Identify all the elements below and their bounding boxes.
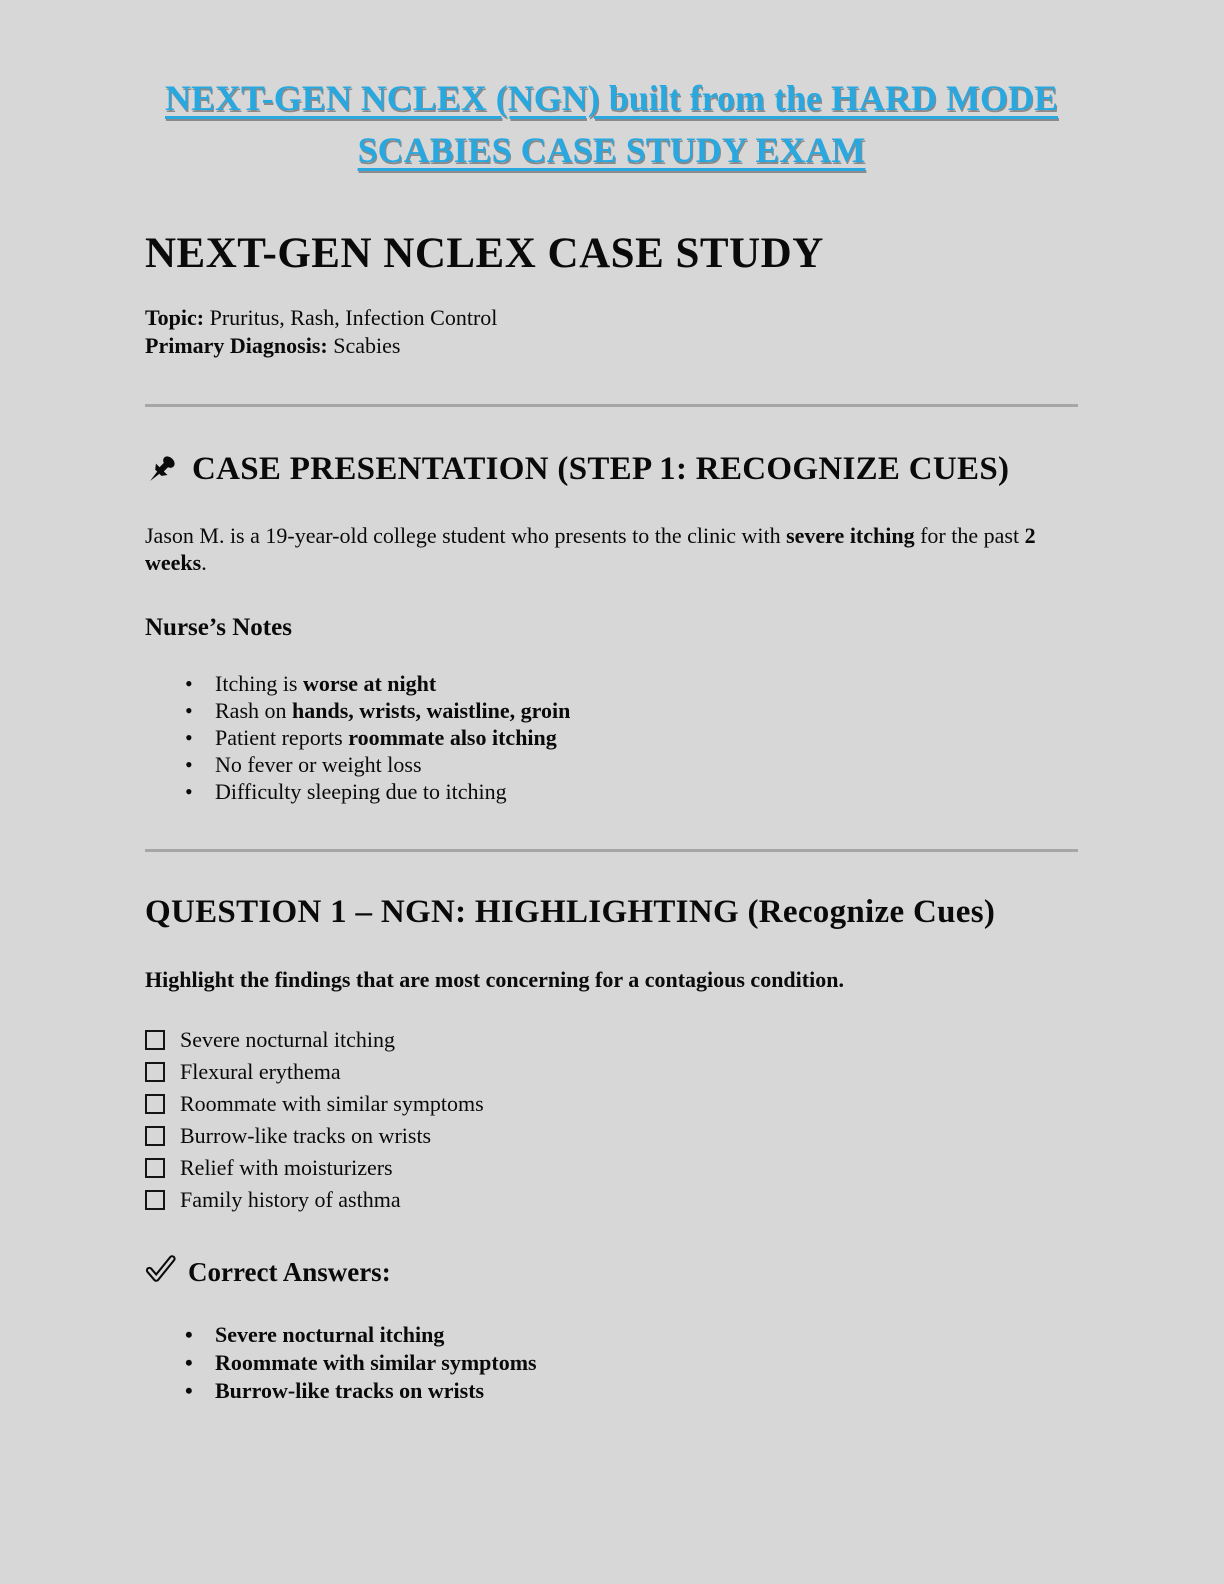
checkbox-icon[interactable] (145, 1158, 165, 1178)
highlight-option-label: Family history of asthma (180, 1187, 401, 1213)
correct-answer-text: Burrow-like tracks on wrists (215, 1378, 485, 1404)
highlight-option-row[interactable] (145, 1123, 1078, 1149)
note-text: No fever or weight loss (215, 752, 422, 778)
diagnosis-label: Primary Diagnosis: (145, 333, 328, 359)
topic-line (145, 304, 1078, 332)
check-outline-icon (145, 1253, 176, 1291)
correct-answer-item (145, 1321, 1078, 1349)
nurses-note-item (145, 751, 1078, 778)
highlight-option-label: Relief with moisturizers (180, 1155, 393, 1181)
checkbox-icon[interactable] (145, 1190, 165, 1210)
highlight-option-row[interactable] (145, 1027, 1078, 1053)
case-presentation-heading (145, 451, 1078, 488)
highlight-options-list (145, 1027, 1078, 1213)
intro-text: Jason M. is a 19-year-old college student who presents to the clinic with (145, 523, 787, 549)
checkbox-icon[interactable] (145, 1126, 165, 1146)
page-title: NEXT-GEN NCLEX CASE STUDY (145, 230, 824, 277)
case-intro-paragraph (145, 522, 1078, 576)
highlight-option-label: Roommate with similar symptoms (180, 1091, 484, 1117)
section-divider (145, 404, 1078, 407)
correct-answers-list (145, 1321, 1078, 1405)
note-text: Patient reports (215, 725, 349, 751)
intro-bold-severe-itching: severe itching (786, 523, 915, 549)
diagnosis-value: Scabies (327, 333, 401, 359)
note-text: Itching is (215, 671, 303, 697)
document-link-title-line2[interactable]: SCABIES CASE STUDY EXAM (357, 130, 866, 170)
note-bold-text: worse at night (303, 671, 437, 697)
highlight-option-row[interactable] (145, 1155, 1078, 1181)
correct-answers-heading-text: Correct Answers: (188, 1256, 391, 1287)
document-link-title-line1[interactable]: NEXT-GEN NCLEX (NGN) built from the HARD MODE (164, 78, 1059, 118)
nurses-note-item (145, 697, 1078, 724)
note-bold-text: hands, wrists, waistline, groin (292, 698, 571, 724)
intro-bold-2-weeks: 2 weeks (145, 523, 1036, 576)
correct-answer-text: Severe nocturnal itching (215, 1322, 445, 1348)
highlight-option-label: Severe nocturnal itching (180, 1027, 396, 1053)
highlight-option-row[interactable] (145, 1059, 1078, 1085)
correct-answer-item (145, 1349, 1078, 1377)
section-divider (145, 849, 1078, 852)
note-text: Rash on (215, 698, 292, 724)
nurses-notes-list (145, 670, 1078, 805)
correct-answer-item (145, 1377, 1078, 1405)
intro-text-end: . (201, 550, 207, 576)
checkbox-icon[interactable] (145, 1030, 165, 1050)
nurses-note-item (145, 724, 1078, 751)
note-text: Difficulty sleeping due to itching (215, 779, 507, 805)
nurses-notes-heading: Nurse’s Notes (145, 614, 292, 642)
question-1-heading: QUESTION 1 – NGN: HIGHLIGHTING (Recognize Cues) (145, 894, 996, 931)
highlight-option-label: Flexural erythema (180, 1059, 341, 1085)
diagnosis-line (145, 332, 1078, 360)
correct-answer-text: Roommate with similar symptoms (215, 1350, 537, 1376)
nurses-note-item (145, 670, 1078, 697)
correct-answers-heading (145, 1253, 1078, 1291)
topic-value: Pruritus, Rash, Infection Control (204, 305, 498, 331)
highlight-option-row[interactable] (145, 1091, 1078, 1117)
highlight-option-label: Burrow-like tracks on wrists (180, 1123, 432, 1149)
note-bold-text: roommate also itching (348, 725, 557, 751)
highlight-option-row[interactable] (145, 1187, 1078, 1213)
case-presentation-heading-text: CASE PRESENTATION (STEP 1: RECOGNIZE CUES) (192, 451, 1010, 488)
document-link-title[interactable] (145, 72, 1078, 176)
case-meta (145, 304, 1078, 360)
pushpin-icon (145, 453, 178, 486)
checkbox-icon[interactable] (145, 1094, 165, 1114)
intro-text-mid: for the past (914, 523, 1025, 549)
topic-label: Topic: (145, 305, 205, 331)
question-1-prompt: Highlight the findings that are most concerning for a contagious condition. (145, 967, 844, 993)
checkbox-icon[interactable] (145, 1062, 165, 1082)
nurses-note-item (145, 778, 1078, 805)
